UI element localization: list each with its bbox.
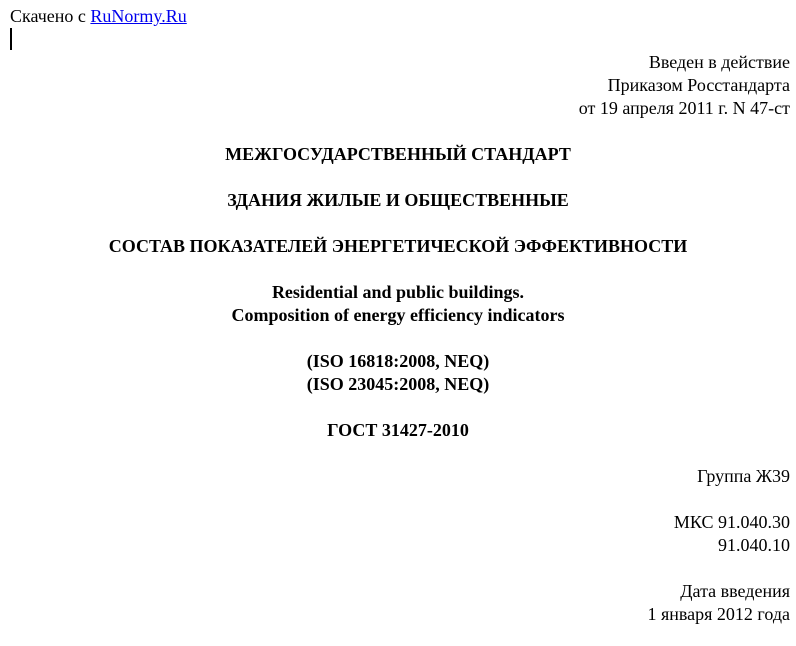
mks-code-1: МКС 91.040.30 — [673, 512, 790, 532]
enactment-line-3: от 19 апреля 2011 г. N 47-ст — [578, 98, 790, 118]
english-title-line-2: Composition of energy efficiency indicators — [231, 305, 565, 325]
standard-type-heading: МЕЖГОСУДАРСТВЕННЫЙ СТАНДАРТ — [225, 144, 571, 164]
gost-number: ГОСТ 31427-2010 — [327, 420, 469, 440]
subject-heading: ЗДАНИЯ ЖИЛЫЕ И ОБЩЕСТВЕННЫЕ — [227, 190, 569, 210]
runormy-link[interactable]: RuNormy.Ru — [90, 6, 187, 26]
effective-date: 1 января 2012 года — [647, 604, 790, 624]
enactment-line-1: Введен в действие — [648, 52, 790, 72]
english-title-line-1: Residential and public buildings. — [271, 282, 525, 302]
group-code: Группа Ж39 — [697, 466, 790, 486]
enactment-line-2: Приказом Росстандарта — [607, 75, 790, 95]
iso-reference-1: (ISO 16818:2008, NEQ) — [306, 351, 490, 371]
standard-name-heading: СОСТАВ ПОКАЗАТЕЛЕЙ ЭНЕРГЕТИЧЕСКОЙ ЭФФЕКТИВНОСТИ — [108, 236, 688, 256]
iso-reference-2: (ISO 23045:2008, NEQ) — [306, 374, 490, 394]
text-cursor — [10, 28, 12, 50]
download-source-line — [10, 5, 187, 28]
effective-date-label: Дата введения — [680, 581, 790, 601]
mks-code-2: 91.040.10 — [718, 535, 790, 555]
download-prefix: Скачено с — [10, 6, 86, 26]
